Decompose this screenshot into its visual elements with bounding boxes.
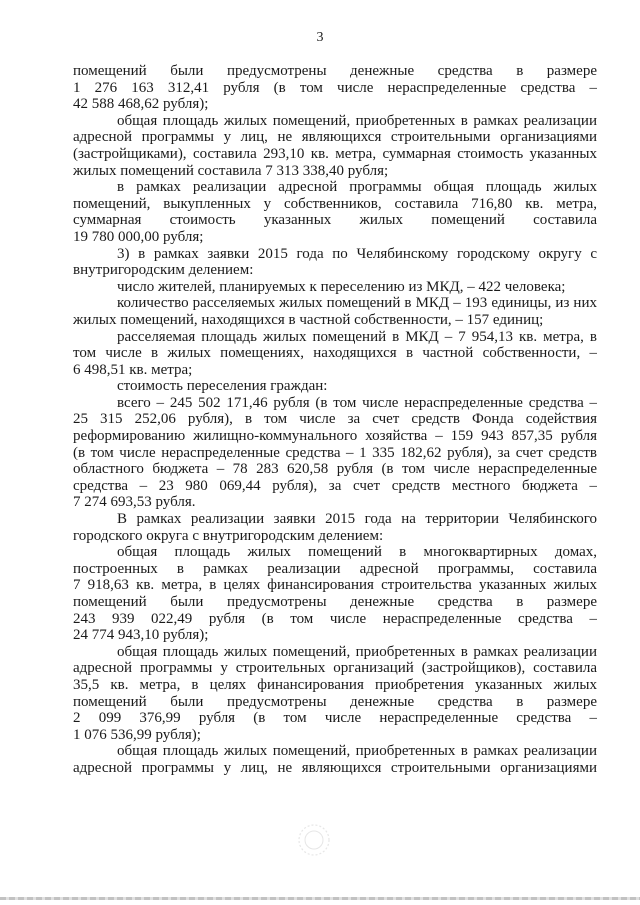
page-number: 3 [316, 30, 324, 45]
text-line: общая площадь жилых помещений в многоквартирных домах, [117, 544, 597, 561]
faint-seal-mark [296, 822, 332, 858]
text-line: стоимость переселения граждан: [117, 378, 328, 395]
scan-bottom-edge [0, 897, 640, 900]
text-line: областного бюджета – 78 283 620,58 рубля (в том числе нераспределенные [73, 461, 597, 478]
text-line: в рамках реализации адресной программы общая площадь жилых [117, 179, 597, 196]
text-line: 25 315 252,06 рубля), в том числе за счет средств Фонда содействия [73, 411, 597, 428]
text-line: количество расселяемых жилых помещений в МКД – 193 единицы, из них [117, 295, 597, 312]
text-line: помещений были предусмотрены денежные средства в размере [73, 63, 597, 79]
text-line: 35,5 кв. метра, в целях финансирования приобретения указанных жилых [73, 676, 597, 693]
text-line: 7 274 693,53 рубля. [73, 494, 196, 511]
text-line: адресной программы у строительных организаций (застройщиков), составила [73, 660, 597, 677]
text-line: том числе в жилых помещениях, находящихся в частной собственности, – [73, 345, 597, 362]
text-line: адресной программы у лиц, не являющихся строительными организациями [73, 759, 597, 776]
text-line: помещений были предусмотрены денежные средства в размере [73, 594, 597, 610]
document-body [73, 63, 597, 777]
text-line: 2 099 376,99 рубля (в том числе нераспределенные средства – [73, 710, 597, 727]
text-line: жилых помещений, находящихся в частной собственности, – 157 единиц; [73, 311, 544, 328]
text-line: 7 918,63 кв. метра, в целях финансирования строительства указанных жилых [73, 577, 597, 594]
text-line: общая площадь жилых помещений, приобретенных в рамках реализации [117, 743, 597, 760]
text-line: 3) в рамках заявки 2015 года по Челябинскому городскому округу с [117, 245, 597, 262]
text-line: число жителей, планируемых к переселению из МКД, – 422 человека; [117, 278, 566, 295]
text-line: помещений были предусмотрены денежные средства в размере [73, 693, 597, 710]
text-line: внутригородским делением: [73, 262, 254, 279]
text-line: 1 076 536,99 рубля); [73, 726, 201, 743]
text-line: 6 498,51 кв. метра; [73, 361, 193, 378]
text-line: В рамках реализации заявки 2015 года на территории Челябинского [117, 511, 597, 528]
text-line: 24 774 943,10 рубля); [73, 627, 209, 644]
text-line: городского округа с внутригородским делением: [73, 527, 384, 544]
text-line: 243 939 022,49 рубля (в том числе нераспределенные средства – [73, 610, 597, 627]
text-line: реформированию жилищно-коммунального хозяйства – 159 943 857,35 рубля [73, 428, 597, 445]
text-line: адресной программы у лиц, не являющихся строительными организациями [73, 129, 597, 146]
text-line: средства – 23 980 069,44 рубля), за счет средств местного бюджета – [73, 477, 597, 494]
text-line: общая площадь жилых помещений, приобретенных в рамках реализации [117, 112, 597, 129]
text-line: общая площадь жилых помещений, приобретенных в рамках реализации [117, 643, 597, 660]
text-line: 1 276 163 312,41 рубля (в том числе нераспределенные средства – [73, 79, 597, 96]
text-line: всего – 245 502 171,46 рубля (в том числе нераспределенные средства – [117, 394, 597, 411]
text-line: суммарная стоимость указанных жилых помещений составила [73, 212, 597, 229]
text-line: жилых помещений составила 7 313 338,40 рубля; [73, 162, 389, 179]
text-line: расселяемая площадь жилых помещений в МКД – 7 954,13 кв. метра, в [117, 328, 597, 345]
text-line: (в том числе нераспределенные средства – 1 335 182,62 рубля), за счет средств [73, 444, 597, 461]
text-line: помещений, выкупленных у собственников, составила 716,80 кв. метра, [73, 195, 597, 212]
text-line: 19 780 000,00 рубля; [73, 228, 204, 245]
text-line: (застройщиками), составила 293,10 кв. метра, суммарная стоимость указанных [73, 145, 597, 162]
text-line: 42 588 468,62 рубля); [73, 96, 209, 113]
text-line: построенных в рамках реализации адресной программы, составила [73, 560, 597, 577]
